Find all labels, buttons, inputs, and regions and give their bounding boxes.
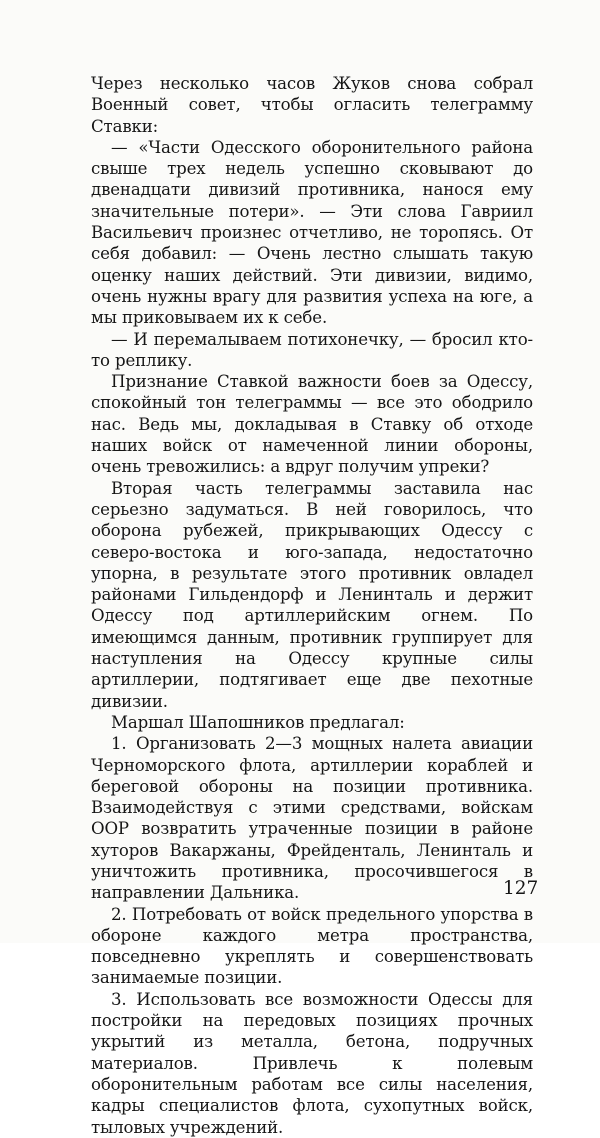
paragraph-7: 1. Организовать 2—3 мощных налета авиации Черноморского флота, артиллерии кораблей и береговой обороны на позиции противника. Взаимодействуя с этими средствами, войскам ООР возвратить утраченные позиции в районе хуторов Вакаржаны, Фрейденталь, Ленинталь и уничтожить противника, просочившегося в направлении Дальника. bbox=[91, 734, 533, 903]
page-number: 127 bbox=[503, 878, 539, 899]
paragraph-6: Маршал Шапошников предлагал: bbox=[111, 712, 405, 732]
paragraph-8: 2. Потребовать от войск предельного упорства в обороне каждого метра пространства, повседневно укреплять и совершенствовать занимаемые позиции. bbox=[91, 904, 533, 988]
body-text bbox=[91, 73, 533, 1138]
paragraph-3: — И перемалываем потихонечку, — бросил кто-то реплику. bbox=[91, 329, 533, 370]
paragraph-5: Вторая часть телеграммы заставила нас серьезно задуматься. В ней говорилось, что оборона рубежей, прикрывающих Одессу с северо-востока и юго-запада, недостаточно упорна, в результате этого противник овладел районами Гильдендорф и Ленинталь и держит Одессу под артиллерийским огнем. По имеющимся данным, противник группирует для наступления на Одессу крупные силы артиллерии, подтягивает еще две пехотные дивизии. bbox=[91, 478, 533, 711]
paragraph-4: Признание Ставкой важности боев за Одессу, спокойный тон телеграммы — все это ободрило нас. Ведь мы, докладывая в Ставку об отходе наших войск от намеченной линии обороны, очень тревожились: а вдруг получим упреки? bbox=[91, 372, 533, 477]
paragraph-2: — «Части Одесского оборонительного района свыше трех недель успешно сковывают до двенадцати дивизий противника, нанося ему значительные потери». — Эти слова Гавриил Васильевич произнес отчетливо, не торопясь. От себя добавил: — Очень лестно слышать такую оценку наших действий. Эти дивизии, видимо, очень нужны врагу для развития успеха на юге, а мы приковываем их к себе. bbox=[91, 137, 533, 328]
paragraph-1: Через несколько часов Жуков снова собрал Военный совет, чтобы огласить телеграмму Ставки: bbox=[91, 74, 533, 136]
paragraph-9: 3. Использовать все возможности Одессы для постройки на передовых позициях прочных укрытий из металла, бетона, подручных материалов. Привлечь к полевым оборонительным работам все силы населения, кадры специалистов флота, сухопутных войск, тыловых учреждений. bbox=[91, 989, 533, 1137]
